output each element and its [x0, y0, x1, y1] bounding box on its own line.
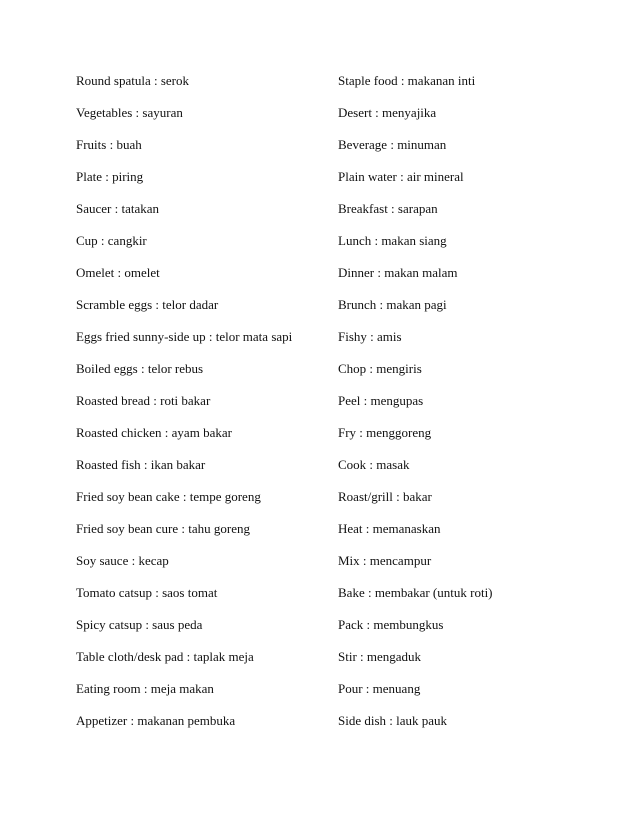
vocabulary-entry-left: Round spatula : serok: [76, 73, 190, 88]
vocabulary-row: [76, 136, 576, 168]
vocabulary-entry-right: Roast/grill : bakar: [338, 489, 432, 504]
vocabulary-entry-right: Cook : masak: [338, 457, 410, 472]
vocabulary-entry-left: Tomato catsup : saos tomat: [76, 585, 218, 600]
vocabulary-entry-left: Soy sauce : kecap: [76, 553, 169, 568]
vocabulary-entry-right: Plain water : air mineral: [338, 169, 464, 184]
vocabulary-entry-left: Roasted bread : roti bakar: [76, 393, 211, 408]
vocabulary-entry-left: Plate : piring: [76, 169, 144, 184]
vocabulary-row: [76, 328, 576, 360]
vocabulary-list: [76, 72, 576, 744]
vocabulary-entry-left: Cup : cangkir: [76, 233, 147, 248]
vocabulary-row: [76, 648, 576, 680]
vocabulary-entry-right: Pour : menuang: [338, 681, 421, 696]
vocabulary-entry-right: Fishy : amis: [338, 329, 402, 344]
vocabulary-entry-right: Brunch : makan pagi: [338, 297, 447, 312]
vocabulary-row: [76, 296, 576, 328]
vocabulary-row: [76, 488, 576, 520]
vocabulary-entry-left: Vegetables : sayuran: [76, 105, 183, 120]
vocabulary-row: [76, 680, 576, 712]
vocabulary-entry-right: Chop : mengiris: [338, 361, 422, 376]
vocabulary-entry-right: Staple food : makanan inti: [338, 73, 476, 88]
vocabulary-entry-right: Side dish : lauk pauk: [338, 713, 448, 728]
vocabulary-entry-right: Peel : mengupas: [338, 393, 424, 408]
vocabulary-entry-right: Fry : menggoreng: [338, 425, 432, 440]
vocabulary-row: [76, 584, 576, 616]
vocabulary-entry-left: Appetizer : makanan pembuka: [76, 713, 236, 728]
vocabulary-entry-left: Table cloth/desk pad : taplak meja: [76, 649, 254, 664]
vocabulary-entry-right: Lunch : makan siang: [338, 233, 447, 248]
vocabulary-row: [76, 520, 576, 552]
vocabulary-entry-left: Spicy catsup : saus peda: [76, 617, 203, 632]
vocabulary-entry-right: Desert : menyajika: [338, 105, 437, 120]
vocabulary-row: [76, 424, 576, 456]
vocabulary-entry-right: Stir : mengaduk: [338, 649, 422, 664]
vocabulary-row: [76, 712, 576, 744]
vocabulary-entry-right: Mix : mencampur: [338, 553, 432, 568]
vocabulary-row: [76, 104, 576, 136]
vocabulary-entry-left: Omelet : omelet: [76, 265, 160, 280]
vocabulary-entry-left: Fruits : buah: [76, 137, 142, 152]
vocabulary-entry-left: Fried soy bean cake : tempe goreng: [76, 489, 261, 504]
vocabulary-row: [76, 360, 576, 392]
vocabulary-entry-right: Breakfast : sarapan: [338, 201, 438, 216]
vocabulary-entry-left: Scramble eggs : telor dadar: [76, 297, 219, 312]
vocabulary-row: [76, 392, 576, 424]
vocabulary-row: [76, 72, 576, 104]
vocabulary-row: [76, 456, 576, 488]
vocabulary-entry-right: Dinner : makan malam: [338, 265, 458, 280]
vocabulary-entry-right: Beverage : minuman: [338, 137, 447, 152]
vocabulary-row: [76, 200, 576, 232]
vocabulary-entry-left: Saucer : tatakan: [76, 201, 160, 216]
vocabulary-row: [76, 264, 576, 296]
vocabulary-entry-left: Roasted chicken : ayam bakar: [76, 425, 232, 440]
vocabulary-row: [76, 552, 576, 584]
vocabulary-entry-left: Boiled eggs : telor rebus: [76, 361, 204, 376]
vocabulary-entry-left: Fried soy bean cure : tahu goreng: [76, 521, 251, 536]
vocabulary-entry-right: Bake : membakar (untuk roti): [338, 585, 493, 600]
vocabulary-row: [76, 616, 576, 648]
vocabulary-row: [76, 168, 576, 200]
vocabulary-entry-left: Eating room : meja makan: [76, 681, 214, 696]
vocabulary-entry-left: Eggs fried sunny-side up : telor mata sapi: [76, 329, 293, 344]
vocabulary-row: [76, 232, 576, 264]
vocabulary-entry-right: Pack : membungkus: [338, 617, 444, 632]
vocabulary-entry-left: Roasted fish : ikan bakar: [76, 457, 206, 472]
vocabulary-entry-right: Heat : memanaskan: [338, 521, 441, 536]
